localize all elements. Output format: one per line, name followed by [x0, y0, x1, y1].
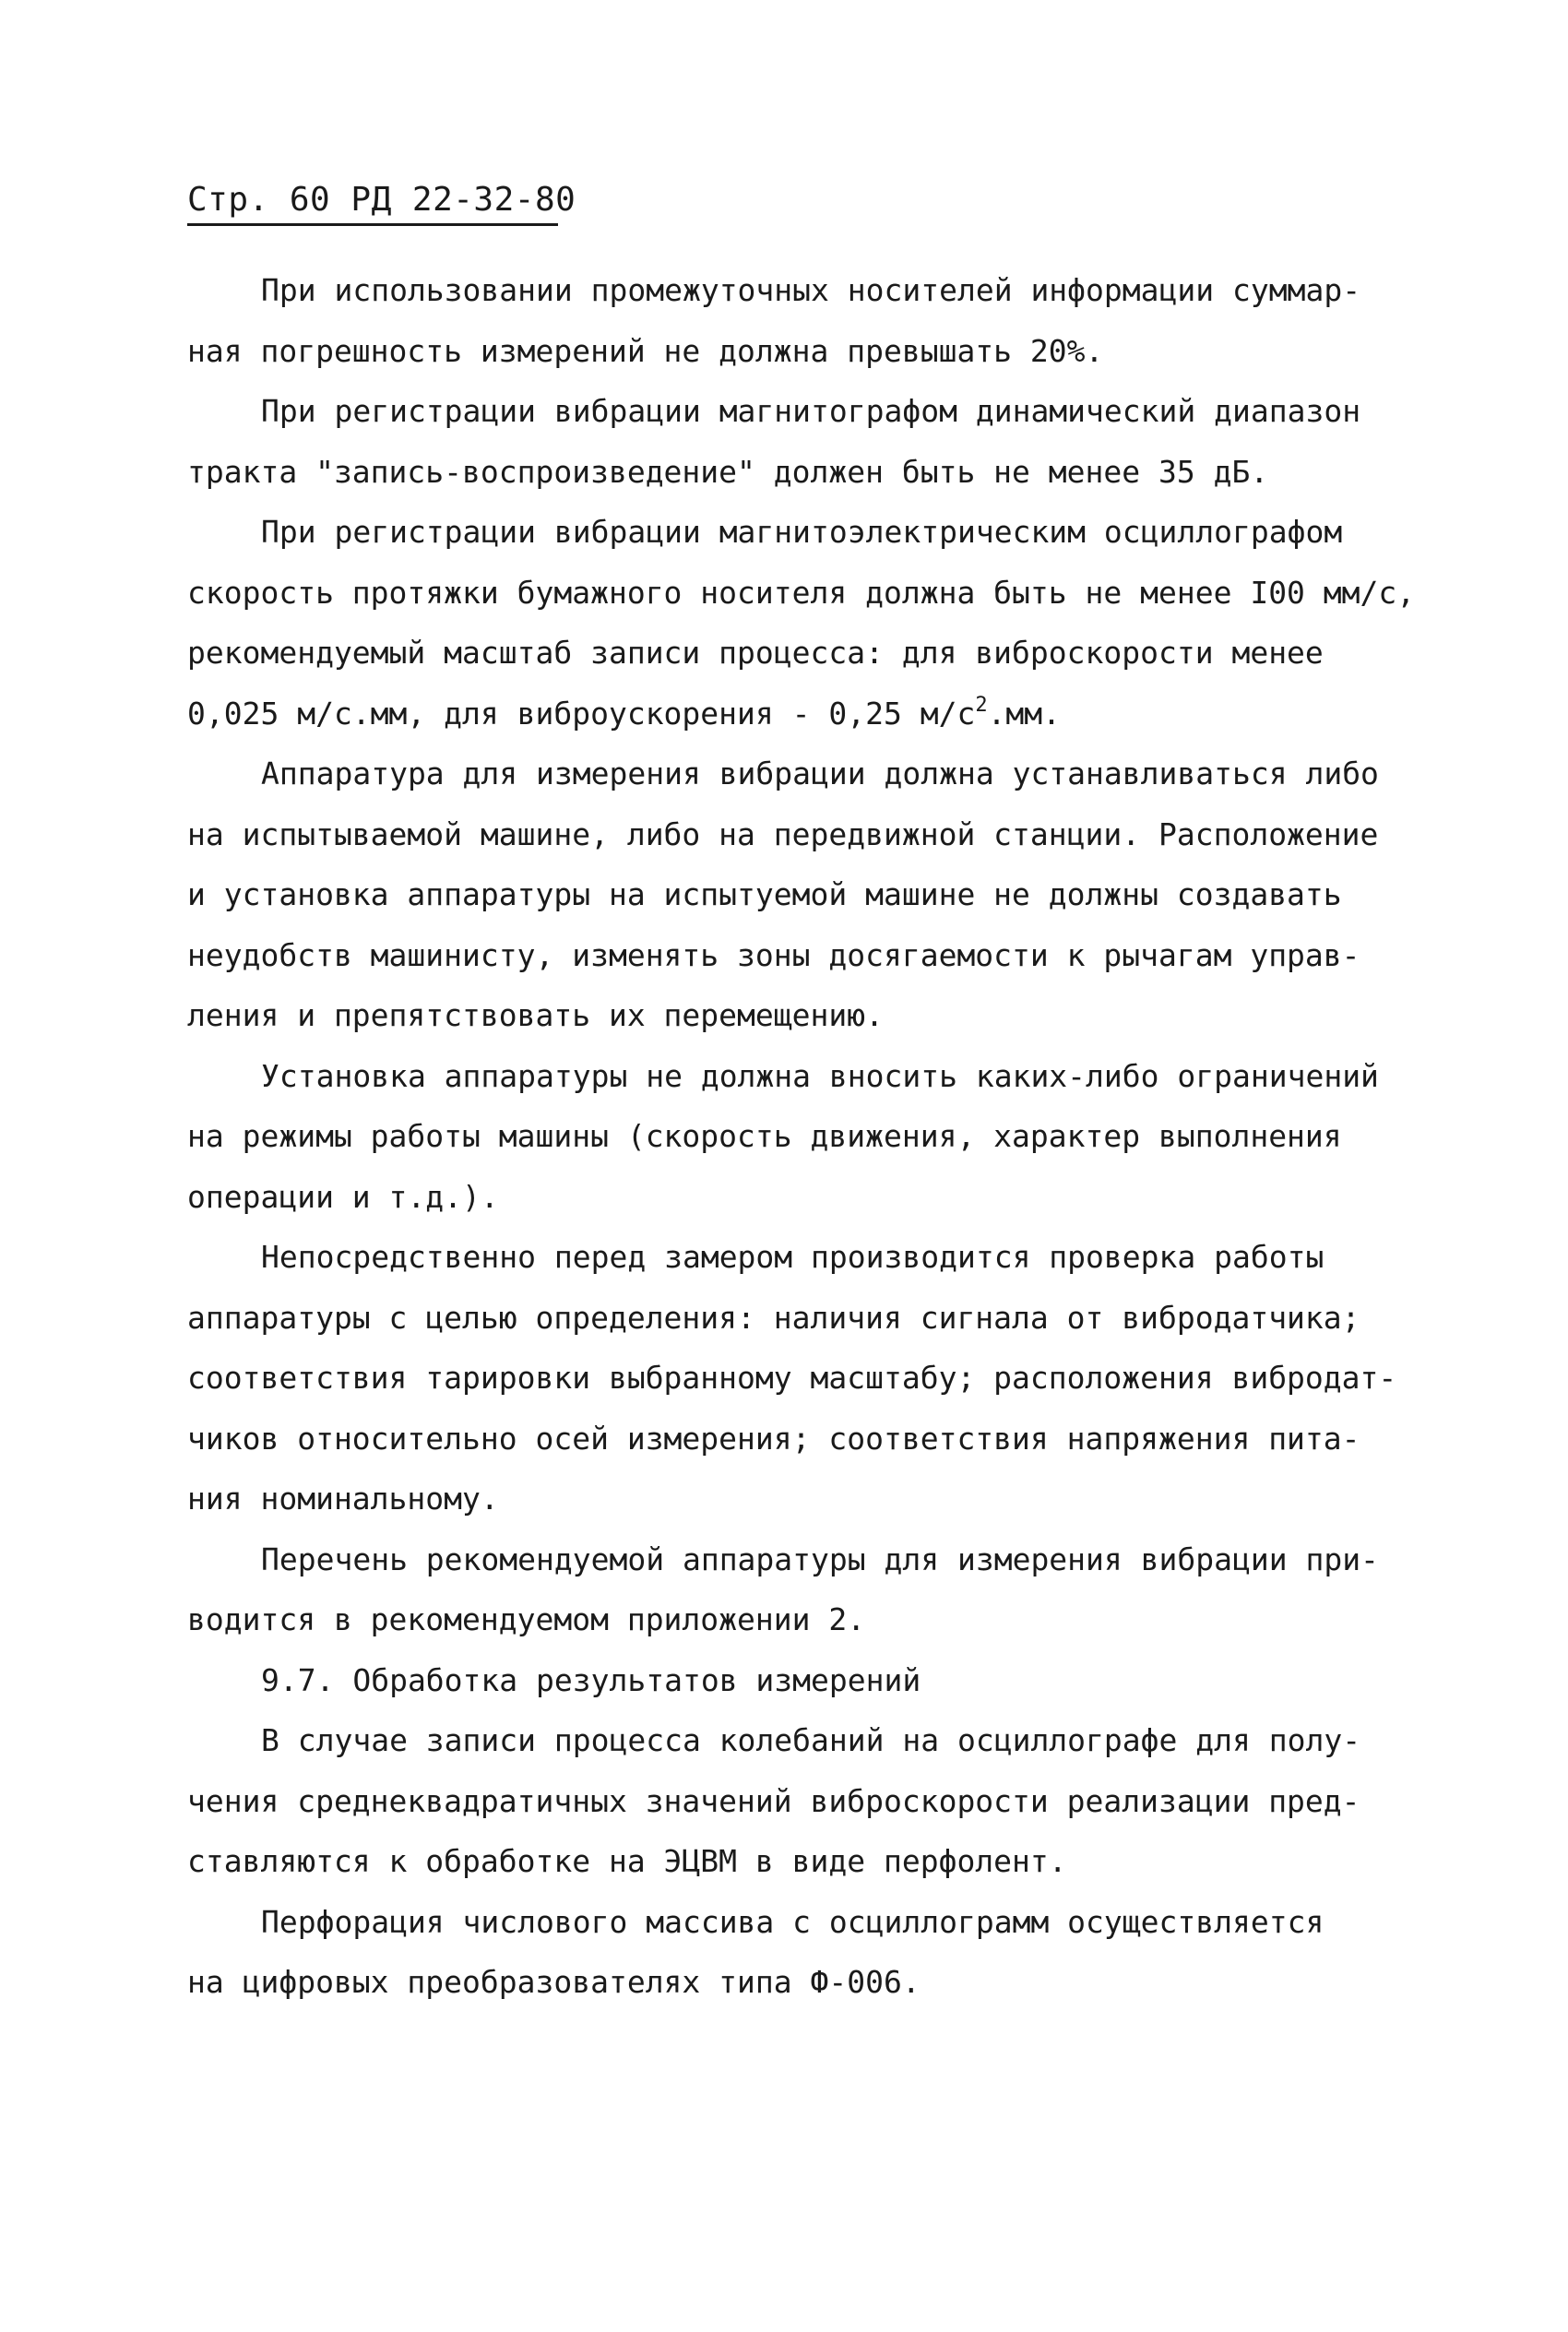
- text-line-content: аппаратуры с целью определения: наличия сигнала от вибродатчика;: [187, 1299, 1360, 1336]
- text-line: [187, 985, 1451, 1046]
- text-line: [187, 381, 1451, 442]
- text-line-tail: .мм.: [987, 695, 1062, 732]
- text-line-content: Перечень рекомендуемой аппаратуры для измерения вибрации при-: [261, 1541, 1379, 1577]
- text-line: [187, 925, 1451, 986]
- text-line-content: на испытываемой машине, либо на передвижной станции. Расположение: [187, 815, 1379, 852]
- text-line: [187, 1409, 1451, 1469]
- text-line: [187, 260, 1451, 321]
- text-line: [187, 1469, 1451, 1529]
- text-line-content: Перфорация числового массива с осциллограмм осуществляется: [261, 1903, 1324, 1940]
- text-line-content: Непосредственно перед замером производится проверка работы: [261, 1239, 1324, 1275]
- text-line-content: При использовании промежуточных носителей информации суммар-: [261, 272, 1361, 308]
- text-line: [187, 1710, 1451, 1771]
- text-line: [187, 804, 1451, 865]
- text-line-content: чения среднеквадратичных значений виброскорости реализации пред-: [187, 1782, 1360, 1819]
- text-line: [187, 1348, 1451, 1409]
- text-line-content: скорость протяжки бумажного носителя должна быть не менее I00 мм/с,: [187, 574, 1416, 611]
- text-line: [187, 321, 1451, 382]
- text-line: [187, 1650, 1451, 1711]
- text-line-content: соответствия тарировки выбранному масштабу; расположения вибродат-: [187, 1360, 1397, 1396]
- text-line: [187, 1167, 1451, 1228]
- text-line: [187, 1892, 1451, 1953]
- text-line-content: При регистрации вибрации магнитоэлектрическим осциллографом: [261, 514, 1343, 550]
- text-line-content: операции и т.д.).: [187, 1178, 499, 1215]
- text-line-content: Аппаратура для измерения вибрации должна устанавливаться либо: [261, 756, 1379, 791]
- text-line-content: водится в рекомендуемом приложении 2.: [187, 1601, 866, 1637]
- text-line-content: ния номинальному.: [187, 1481, 499, 1517]
- text-line: [187, 1227, 1451, 1288]
- superscript: 2: [975, 693, 988, 717]
- text-line-content: на режимы работы машины (скорость движения, характер выполнения: [187, 1118, 1342, 1154]
- text-line: [187, 502, 1451, 563]
- text-line-content: В случае записи процесса колебаний на осциллографе для полу-: [261, 1722, 1361, 1758]
- text-line-content: При регистрации вибрации магнитографом динамический диапазон: [261, 393, 1361, 429]
- text-line-content: неудобств машинисту, изменять зоны досягаемости к рычагам управ-: [187, 936, 1360, 973]
- text-line-content: ления и препятствовать их перемещению.: [187, 997, 884, 1033]
- text-line: [187, 1831, 1451, 1892]
- text-line: [187, 1771, 1451, 1832]
- text-line: [187, 1589, 1451, 1650]
- text-line-content: на цифровых преобразователях типа Ф-006.: [187, 1964, 921, 2000]
- text-line: [187, 1529, 1451, 1590]
- text-line-content: и установка аппаратуры на испытуемой машине не должны создавать: [187, 876, 1342, 912]
- text-line: [187, 864, 1451, 925]
- text-line-content: чиков относительно осей измерения; соответствия напряжения пита-: [187, 1420, 1360, 1457]
- text-line-content: Установка аппаратуры не должна вносить каких-либо ограничений: [261, 1057, 1379, 1094]
- text-line: [187, 623, 1451, 684]
- text-line-content: 9.7. Обработка результатов измерений: [261, 1661, 921, 1698]
- text-line: [187, 563, 1451, 624]
- header-underline: [187, 223, 558, 226]
- text-line: [187, 1046, 1451, 1107]
- text-line-content: ная погрешность измерений не должна превышать 20%.: [187, 332, 1104, 369]
- text-line: [187, 684, 1451, 744]
- text-line-content: ставляются к обработке на ЭЦВМ в виде перфолент.: [187, 1843, 1067, 1879]
- text-line-content: рекомендуемый масштаб записи процесса: для виброскорости менее: [187, 635, 1324, 671]
- text-line: [187, 1952, 1451, 2013]
- page-header: Стр. 60 РД 22-32-80: [187, 181, 576, 219]
- text-line: [187, 1288, 1451, 1349]
- text-line: [187, 744, 1451, 804]
- text-line: [187, 1106, 1451, 1167]
- text-line-content: тракта "запись-воспроизведение" должен быть не менее 35 дБ.: [187, 453, 1269, 490]
- text-line-content: 0,025 м/с.мм, для виброускорения - 0,25 м/с: [187, 695, 976, 732]
- text-line: [187, 442, 1451, 503]
- body-text: [187, 260, 1451, 2013]
